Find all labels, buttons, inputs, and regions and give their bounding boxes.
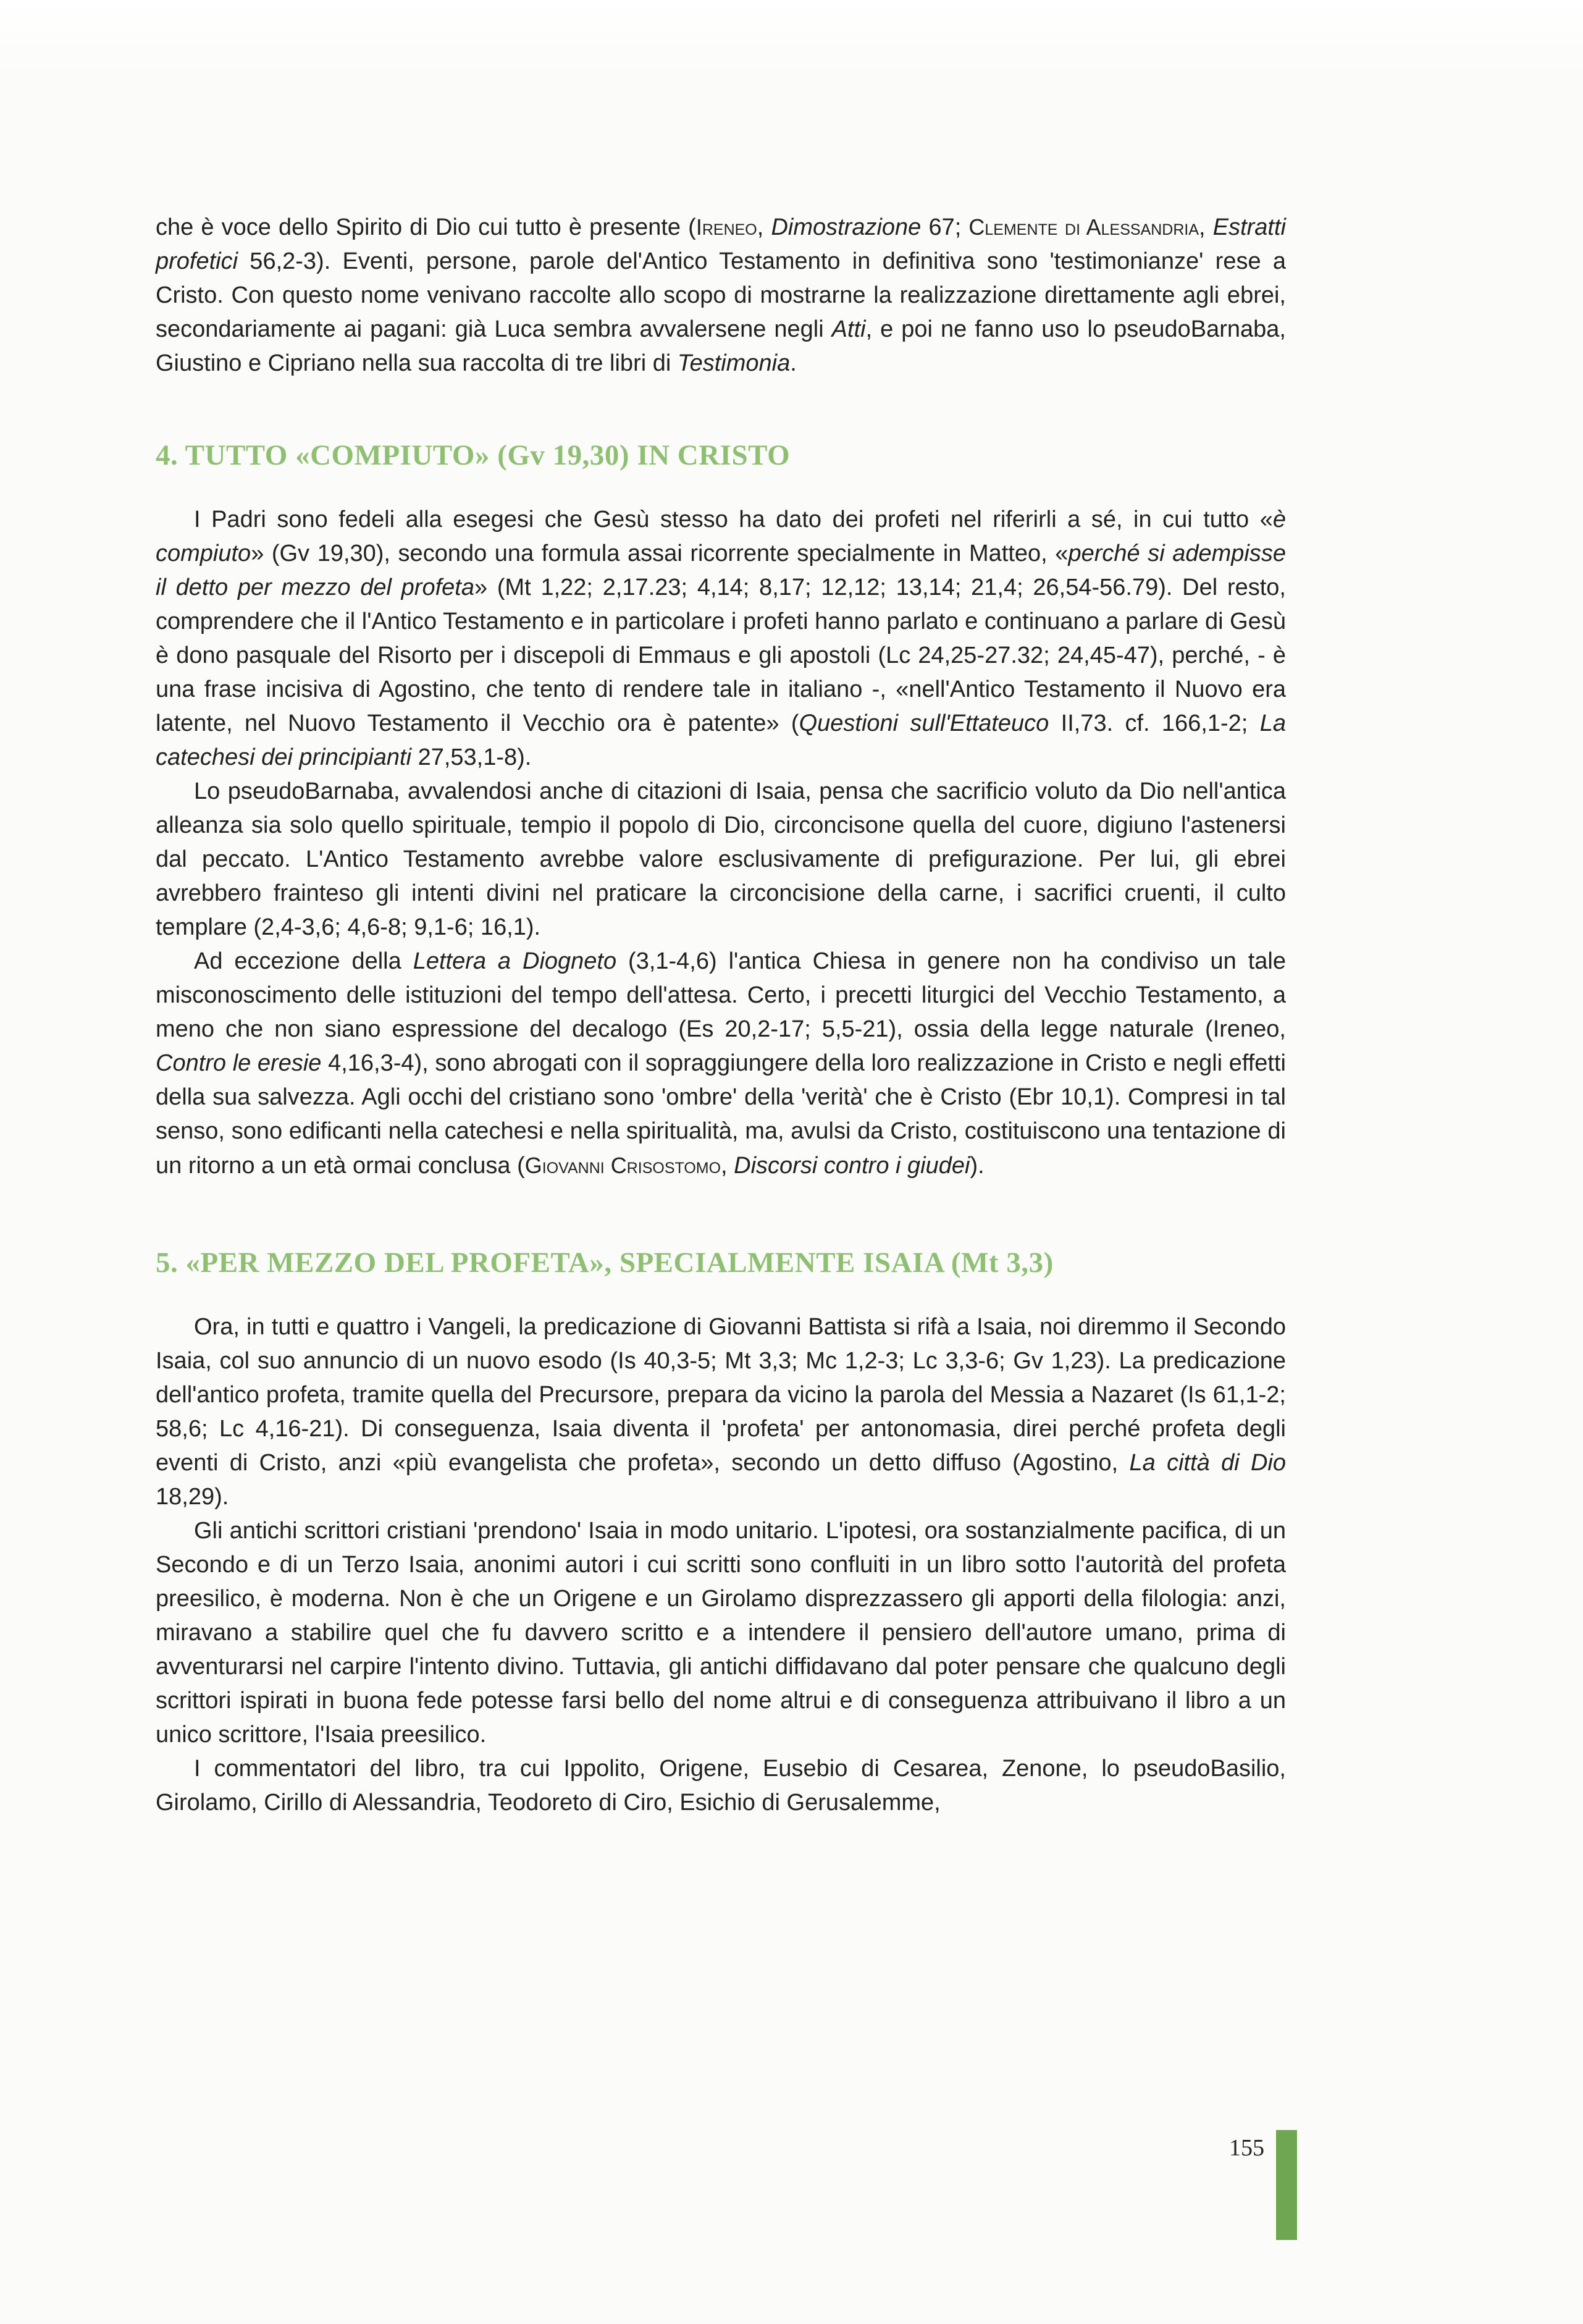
section-heading-5: 5. «PER MEZZO DEL PROFETA», SPECIALMENTE ISAIA (Mt 3,3) [156, 1247, 1054, 1279]
paragraph-intro: che è voce dello Spirito di Dio cui tutto è presente (Ireneo, Dimostrazione 67; Clemente di Alessandria, Estratti profetici 56,2-3). Eventi, persone, parole del'Antico Testamento in definitiva sono 'testimonianze' rese a Cristo. Con questo nome venivano raccolte allo scopo di mostrarne la realizzazione direttamente agli ebrei, secondariamente ai pagani: già Luca sembra avvalersene negli Atti, e poi ne fanno uso lo pseudoBarnaba, Giustino e Cipriano nella sua raccolta di tre libri di Testimonia. [156, 214, 1286, 376]
paragraph-pseudobarnaba: Lo pseudoBarnaba, avvalendosi anche di citazioni di Isaia, pensa che sacrificio voluto da Dio nell'antica alleanza sia solo quello spirituale, tempio il popolo di Dio, circoncisone quella del cuore, digiuno l'astenersi dal peccato. L'Antico Testamento avrebbe valore esclusivamente di prefigurazione. Per lui, gli ebrei avrebbero frainteso gli intenti divini nel praticare la circoncisione della carne, i sacrifici cruenti, il culto templare (2,4-3,6; 4,6-8; 9,1-6; 16,1). [156, 778, 1286, 940]
page-body [156, 210, 1286, 1820]
paragraph-commentatori: I commentatori del libro, tra cui Ippolito, Origene, Eusebio di Cesarea, Zenone, lo pseudoBasilio, Girolamo, Cirillo di Alessandria, Teodoreto di Ciro, Esichio di Gerusalemme, [156, 1756, 1286, 1816]
paragraph-padri: I Padri sono fedeli alla esegesi che Gesù stesso ha dato dei profeti nel riferirli a sé, in cui tutto «è compiuto» (Gv 19,30), secondo una formula assai ricorrente specialmente in Matteo, «perché si adempisse il detto per mezzo del profeta» (Mt 1,22; 2,17.23; 4,14; 8,17; 12,12; 13,14; 21,4; 26,54-56.79). Del resto, comprendere che il l'Antico Testamento e in particolare i profeti hanno parlato e continuano a parlare di Gesù è dono pasquale del Risorto per i discepoli di Emmaus e gli apostoli (Lc 24,25-27.32; 24,45-47), perché, - è una frase incisiva di Agostino, che tento di rendere tale in italiano -, «nell'Antico Testamento il Nuovo era latente, nel Nuovo Testamento il Vecchio ora è patente» (Questioni sull'Ettateuco II,73. cf. 166,1-2; La catechesi dei principianti 27,53,1-8). [156, 507, 1286, 770]
paragraph-antichi-scrittori: Gli antichi scrittori cristiani 'prendono' Isaia in modo unitario. L'ipotesi, ora sostanzialmente pacifica, di un Secondo e di un Terzo Isaia, anonimi autori i cui scritti sono confluiti in un libro sotto l'autorità del profeta preesilico, è moderna. Non è che un Origene e un Girolamo disprezzassero gli apporti della filologia: anzi, miravano a stabilire quel che fu davvero scritto e a intendere il pensiero dell'autore umano, prima di avventurarsi nel carpire l'intento divino. Tuttavia, gli antichi diffidavano dal poter pensare che qualcuno degli scrittori ispirati in buona fede potesse farsi bello del nome altrui e di conseguenza attribuivano il libro a un unico scrittore, l'Isaia preesilico. [156, 1518, 1286, 1748]
section-heading-4: 4. TUTTO «COMPIUTO» (Gv 19,30) IN CRISTO [156, 439, 791, 471]
paragraph-diogneto: Ad eccezione della Lettera a Diogneto (3,1-4,6) l'antica Chiesa in genere non ha condiviso un tale misconoscimento delle istituzioni del tempo dell'attesa. Certo, i precetti liturgici del Vecchio Testamento, a meno che non siano espressione del decalogo (Es 20,2-17; 5,5-21), ossia della legge naturale (Ireneo, Contro le eresie 4,16,3-4), sono abrogati con il sopraggiungere della loro realizzazione in Cristo e negli effetti della sua salvezza. Agli occhi del cristiano sono 'ombre' della 'verità' che è Cristo (Ebr 10,1). Compresi in tal senso, sono edificanti nella catechesi e nella spiritualità, ma, avulsi da Cristo, costituiscono una tentazione di un ritorno a un età ormai conclusa (Giovanni Crisostomo, Discorsi contro i giudei). [156, 948, 1286, 1179]
paragraph-vangeli: Ora, in tutti e quattro i Vangeli, la predicazione di Giovanni Battista si rifà a Isaia, noi diremmo il Secondo Isaia, col suo annuncio di un nuovo esodo (Is 40,3-5; Mt 3,3; Mc 1,2-3; Lc 3,3-6; Gv 1,23). La predicazione dell'antico profeta, tramite quella del Precursore, prepara da vicino la parola del Messia a Nazaret (Is 61,1-2; 58,6; Lc 4,16-21). Di conseguenza, Isaia diventa il 'profeta' per antonomasia, direi perché profeta degli eventi di Cristo, anzi «più evangelista che profeta», secondo un detto diffuso (Agostino, La città di Dio 18,29). [156, 1314, 1286, 1510]
page-number: 155 [1229, 2135, 1264, 2161]
page-accent-bar [1276, 2130, 1297, 2240]
scan-top-edge [0, 0, 1583, 74]
